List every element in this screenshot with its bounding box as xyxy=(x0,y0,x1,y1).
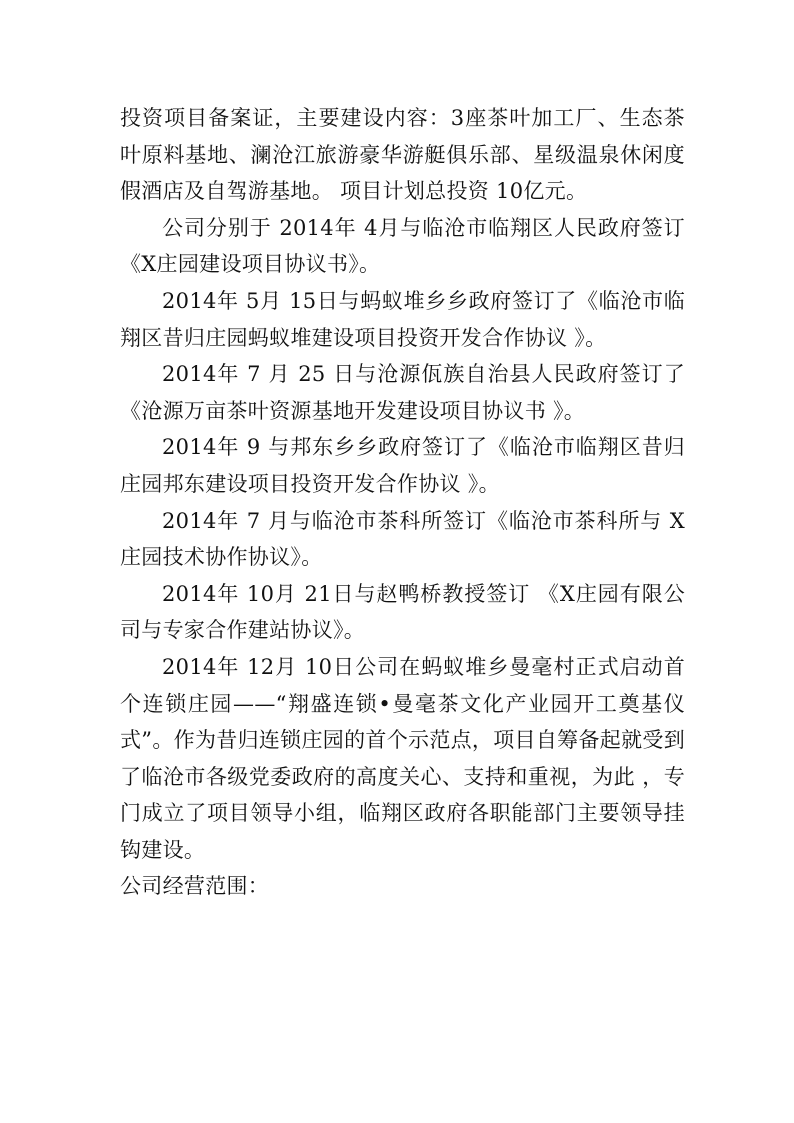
paragraph-agreement-may: 2014年 5月 15日与蚂蚁堆乡乡政府签订了《临沧市临翔区昔归庄园蚂蚁堆建设项目投资开发合作协议 》。 xyxy=(120,288,685,350)
document-body xyxy=(120,100,685,905)
paragraph-agreement-april: 公司分别于 2014年 4月与临沧市临翔区人民政府签订《X庄园建设项目协议书》。 xyxy=(120,215,685,277)
paragraph-agreement-july-cangyuan: 2014年 7 月 25 日与沧源佤族自治县人民政府签订了《沧源万亩茶叶资源基地开发建设项目协议书 》。 xyxy=(120,362,685,423)
paragraph-agreement-october: 2014年 10月 21日与赵鸭桥教授签订 《X庄园有限公司与专家合作建站协议》。 xyxy=(120,581,685,643)
paragraph-business-scope-heading: 公司经营范围： xyxy=(120,874,270,899)
paragraph-project-scope: 投资项目备案证，主要建设内容：3座茶叶加工厂、生态茶叶原料基地、澜沧江旅游豪华游艇俱乐部、星级温泉休闲度假酒店及自驾游基地。 项目计划总投资 10亿元。 xyxy=(120,106,685,204)
paragraph-groundbreaking-december: 2014年 12月 10日公司在蚂蚁堆乡曼毫村正式启动首个连锁庄园——“翔盛连锁•曼毫茶文化产业园开工奠基仪式”。作为昔归连锁庄园的首个示范点，项目自筹备起就受到了临沧市各级党委政府的高度关心、支持和重视，为此 ，专门成立了项目领导小组，临翔区政府各职能部门主要领导挂钩建设。 xyxy=(120,654,685,862)
paragraph-agreement-july-tea-institute: 2014年 7 月与临沧市茶科所签订《临沧市茶科所与 X庄园技术协作协议》。 xyxy=(120,508,685,570)
paragraph-agreement-september: 2014年 9 与邦东乡乡政府签订了《临沧市临翔区昔归庄园邦东建设项目投资开发合作协议 》。 xyxy=(120,435,685,496)
